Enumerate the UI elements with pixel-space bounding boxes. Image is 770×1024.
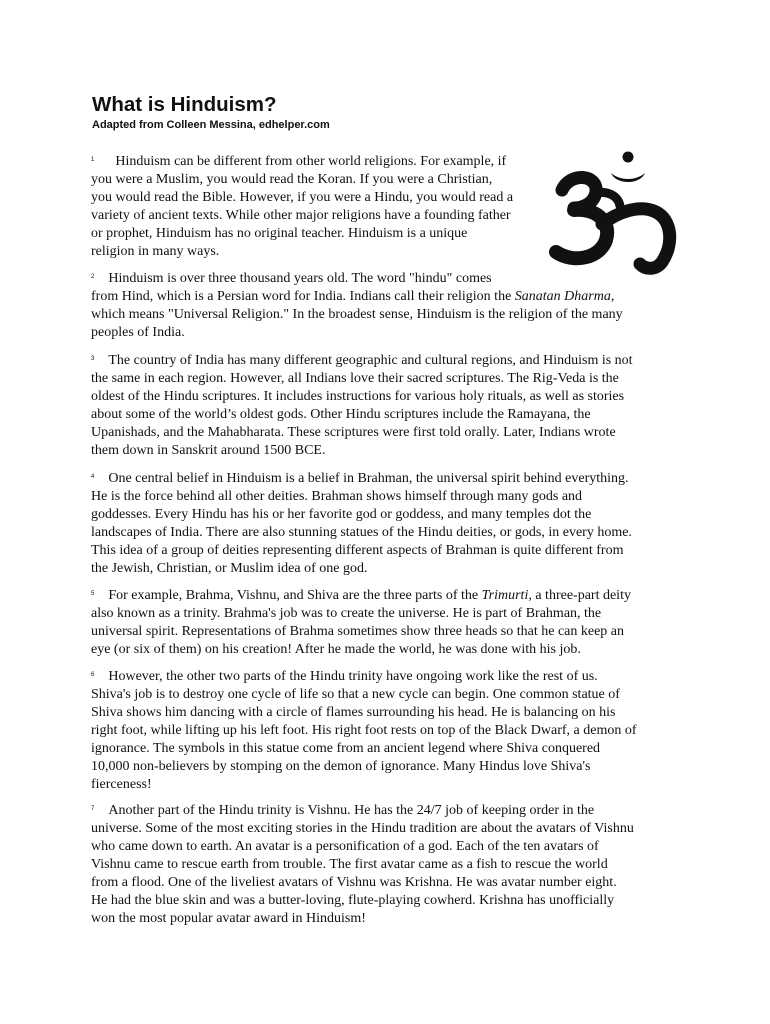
paragraph-number: 5 — [91, 591, 95, 597]
paragraph-line: variety of ancient texts. While other major religions have a founding father — [91, 208, 511, 223]
paragraph-line: universal spirit. Representations of Brahma sometimes show three heads so that he can keep an — [91, 624, 625, 639]
paragraph-line: This idea of a group of deities representing different aspects of Brahman is quite different from — [91, 543, 624, 558]
page-subtitle: Adapted from Colleen Messina, edhelper.com — [92, 119, 330, 131]
paragraph-line: them down in Sanskrit around 1500 BCE. — [91, 443, 326, 458]
paragraph-line: Hinduism is over three thousand years old. The word "hindu" comes — [108, 271, 492, 286]
paragraph-line: Shiva shows him dancing with a circle of flames surrounding his head. He is balancing on his — [91, 705, 616, 720]
paragraph-5 — [91, 585, 681, 659]
paragraph-line: , a three-part deity — [528, 588, 631, 603]
paragraph-line: However, the other two parts of the Hindu trinity have ongoing work like the rest of us. — [108, 669, 598, 684]
paragraph-line: fierceness! — [91, 777, 152, 792]
paragraph-line: universe. Some of the most exciting stories in the Hindu tradition are about the avatars of Vishnu — [91, 821, 634, 836]
paragraph-4 — [91, 468, 681, 578]
paragraph-line: landscapes of India. There are also stunning statues of the Hindu deities, or gods, in every home. — [91, 525, 632, 540]
paragraph-3 — [91, 350, 681, 460]
paragraph-line: One central belief in Hinduism is a belief in Brahman, the universal spirit behind everything. — [108, 471, 629, 486]
paragraph-line: goddesses. Every Hindu has his or her favorite god or goddess, and many temples dot the — [91, 507, 592, 522]
paragraph-number: 1 — [91, 157, 95, 163]
paragraph-line: 10,000 non-believers by stomping on the demon of ignorance. Many Hindus love Shiva's — [91, 759, 591, 774]
paragraph-line: peoples of India. — [91, 325, 185, 340]
paragraph-line: Hinduism can be different from other world religions. For example, if — [115, 154, 507, 169]
paragraph-line: religion in many ways. — [91, 244, 220, 259]
paragraph-line: He is the force behind all other deities. Brahman shows himself through many gods and — [91, 489, 583, 504]
paragraph-line: , — [610, 289, 615, 304]
paragraph-line: For example, Brahma, Vishnu, and Shiva are the three parts of the — [108, 588, 482, 603]
paragraph-line: oldest of the Hindu scriptures. It includes instructions for various holy rituals, as well as stories — [91, 389, 625, 404]
paragraph-number: 3 — [91, 356, 95, 362]
om-symbol-icon — [548, 146, 680, 276]
paragraph-line: who came down to earth. An avatar is a personification of a god. Each of the ten avatars of — [91, 839, 599, 854]
paragraph-line: He had the blue skin and was a butter-loving, flute-playing cowherd. Krishna has unofficially — [91, 893, 615, 908]
page-title: What is Hinduism? — [92, 93, 277, 116]
paragraph-line: Upanishads, and the Mahabharata. These scriptures were first told orally. Later, Indians wrote — [91, 425, 616, 440]
paragraph-line: from Hind, which is a Persian word for India. Indians call their religion the — [91, 289, 515, 304]
paragraph-line: ignorance. The symbols in this statue come from an ancient legend where Shiva conquered — [91, 741, 601, 756]
paragraph-6 — [91, 666, 681, 794]
paragraph-number: 6 — [91, 672, 95, 678]
paragraph-line: or prophet, Hinduism has no original teacher. Hinduism is a unique — [91, 226, 468, 241]
paragraph-line: won the most popular avatar award in Hinduism! — [91, 911, 366, 926]
paragraph-line: also known as a trinity. Brahma's job was to create the universe. He is part of Brahman, the — [91, 606, 602, 621]
paragraph-1 — [91, 151, 546, 261]
italic-term: Trimurti — [481, 588, 529, 603]
paragraph-line: the same in each region. However, all Indians love their sacred scriptures. The Rig-Veda is the — [91, 371, 619, 386]
paragraph-line: you would read the Bible. However, if you were a Hindu, you would read a — [91, 190, 514, 205]
paragraph-line: Vishnu came to rescue earth from trouble. The first avatar came as a fish to rescue the world — [91, 857, 608, 872]
paragraph-line: The country of India has many different geographic and cultural regions, and Hinduism is not — [108, 353, 633, 368]
paragraph-number: 7 — [91, 806, 95, 812]
paragraph-number: 4 — [91, 474, 95, 480]
paragraph-2 — [91, 268, 676, 342]
paragraph-line: eye (or six of them) on his creation! After he made the world, he was done with his job. — [91, 642, 581, 657]
paragraph-7 — [91, 800, 681, 928]
paragraph-line: from a flood. One of the liveliest avatars of Vishnu was Krishna. He was avatar number eight. — [91, 875, 617, 890]
paragraph-line: Another part of the Hindu trinity is Vishnu. He has the 24/7 job of keeping order in the — [108, 803, 595, 818]
paragraph-line: right foot, while lifting up his left foot. His right foot rests on top of the Black Dwarf, a demon of — [91, 723, 637, 738]
paragraph-line: the Jewish, Christian, or Muslim idea of one god. — [91, 561, 368, 576]
paragraph-line: Shiva's job is to destroy one cycle of life so that a new cycle can begin. One common statue of — [91, 687, 620, 702]
paragraph-line: you were a Muslim, you would read the Koran. If you were a Christian, — [91, 172, 493, 187]
paragraph-line: about some of the world’s oldest gods. Other Hindu scriptures include the Ramayana, the — [91, 407, 591, 422]
paragraph-number: 2 — [91, 274, 95, 280]
paragraph-line: which means "Universal Religion." In the broadest sense, Hinduism is the religion of the many — [91, 307, 623, 322]
italic-term: Sanatan Dharma — [514, 289, 611, 304]
